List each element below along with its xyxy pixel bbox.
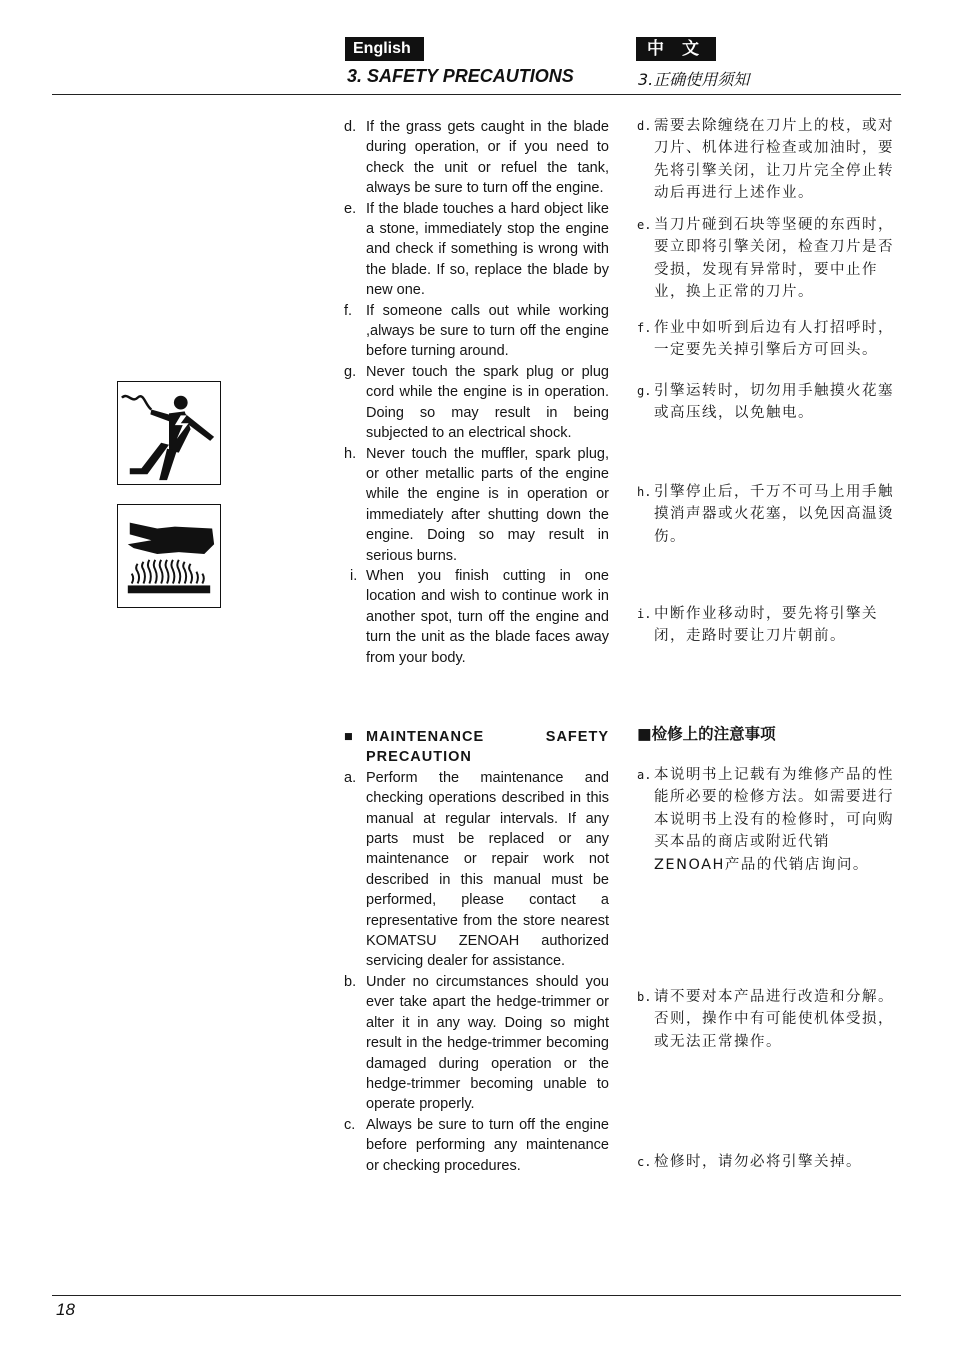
language-badge-english: English	[345, 37, 424, 61]
list-item: c. 检修时，请勿必将引擎关掉。	[637, 1154, 862, 1170]
list-item: e. 当刀片碰到石块等坚硬的东西时，要立即将引擎关闭，检查刀片是否受损，发现有异常时，要中止作业，换上正常的刀片。	[637, 217, 894, 301]
section-title-english: 3. SAFETY PRECAUTIONS	[347, 66, 574, 86]
english-operation-list	[344, 117, 609, 668]
chinese-item-h	[637, 481, 899, 548]
list-item: g. Never touch the spark plug or plug cord while the engine is in operation. Doing so may result in being subjected to an electrical shock.	[344, 363, 609, 442]
list-item: f. 作业中如听到后边有人打招呼时，一定要先关掉引擎后方可回头。	[637, 320, 894, 359]
page-number: 18	[56, 1300, 75, 1319]
chinese-maint-b	[637, 986, 899, 1053]
list-item: c. Always be sure to turn off the engine before performing any maintenance or checking procedures.	[344, 1116, 609, 1174]
list-item: b. 请不要对本产品进行改造和分解。否则，操作中有可能使机体受损，或无法正常操作。	[637, 989, 894, 1050]
footer-rule	[52, 1295, 901, 1296]
maintenance-heading-english: ■ MAINTENANCE SAFETY	[344, 727, 609, 747]
chinese-item-i	[637, 603, 899, 648]
list-item: i. When you finish cutting in one location and wish to continue work in another spot, turn off the engine and turn the unit as the blade faces away from your body.	[350, 567, 609, 666]
chinese-maint-c	[637, 1151, 899, 1173]
section-title-chinese: 3.正确使用须知	[638, 70, 750, 89]
list-item: i. 中断作业移动时，要先将引擎关闭，走路时要让刀片朝前。	[637, 606, 878, 645]
hot-surface-warning-icon	[117, 504, 221, 608]
list-item: e. If the blade touches a hard object like a stone, immediately stop the engine and check if something is wrong with the blade. If so, replace the blade by new one.	[344, 200, 609, 299]
chinese-maint-a	[637, 764, 899, 876]
chinese-item-d	[637, 115, 899, 205]
list-item: a. Perform the maintenance and checking operations described in this manual at regular intervals. If any parts must be replaced or any maintenance or repair work not described in this manual must be performed, please contact a representative from the store nearest KOMATSU ZENOAH authorized servicing dealer for assistance.	[344, 769, 609, 970]
language-badge-chinese: 中 文	[636, 37, 716, 61]
english-maintenance-section: ■ MAINTENANCE SAFETY PRECAUTION a. Perform the maintenance and checking operations described in this manual at regular intervals. If any parts must be replaced or any maintenance or repair work not described in this manual must be performed, please contact a representative from the store nearest KOMATSU ZENOAH authorized servicing dealer for assistance. b. Under no circumstances should you ever take apart the hedge-trimmer or alter it in any way. Doing so might result in the hedge-trimmer becoming damaged during operation or the hedge-trimmer becoming unable to operate properly. c. Always be sure to turn off the engine before performing any maintenance or checking procedures.	[344, 727, 609, 1176]
list-item: d. 需要去除缠绕在刀片上的枝，或对刀片、机体进行检查或加油时，要先将引擎关闭，让刀片完全停止转动后再进行上述作业。	[637, 118, 894, 202]
list-item: h. 引擎停止后，千万不可马上用手触摸消声器或火花塞，以免因高温烫伤。	[637, 484, 894, 545]
list-item: h. Never touch the muffler, spark plug, or other metallic parts of the engine while the engine is in operation or immediately after shutting down the engine. Doing so may result in serious burns.	[344, 445, 609, 564]
list-item: a. 本说明书上记载有为维修产品的性能所必要的检修方法。如需要进行本说明书上没有的检修时，可向购买本品的商店或附近代销ZENOAH产品的代销店询问。	[637, 767, 894, 873]
maintenance-heading-chinese: ■检修上的注意事项	[637, 725, 776, 743]
list-item: b. Under no circumstances should you ever take apart the hedge-trimmer or alter it in any way. Doing so might result in the hedge-trimmer becoming damaged during operation or the hedge-trimmer becoming unable to operate properly.	[344, 973, 609, 1113]
header-rule	[52, 94, 901, 95]
list-item: f. If someone calls out while working ,always be sure to turn off the engine before turning around.	[344, 302, 609, 360]
chinese-item-e	[637, 214, 899, 304]
chinese-item-g	[637, 380, 899, 425]
chinese-item-f	[637, 317, 899, 362]
list-item: g. 引擎运转时，切勿用手触摸火花塞或高压线，以免触电。	[637, 383, 894, 422]
square-bullet-icon: ■	[344, 729, 354, 745]
electric-shock-warning-icon	[117, 381, 221, 485]
list-item: d. If the grass gets caught in the blade during operation, or if you need to check the unit or refuel the tank, always be sure to turn off the engine.	[344, 119, 609, 197]
